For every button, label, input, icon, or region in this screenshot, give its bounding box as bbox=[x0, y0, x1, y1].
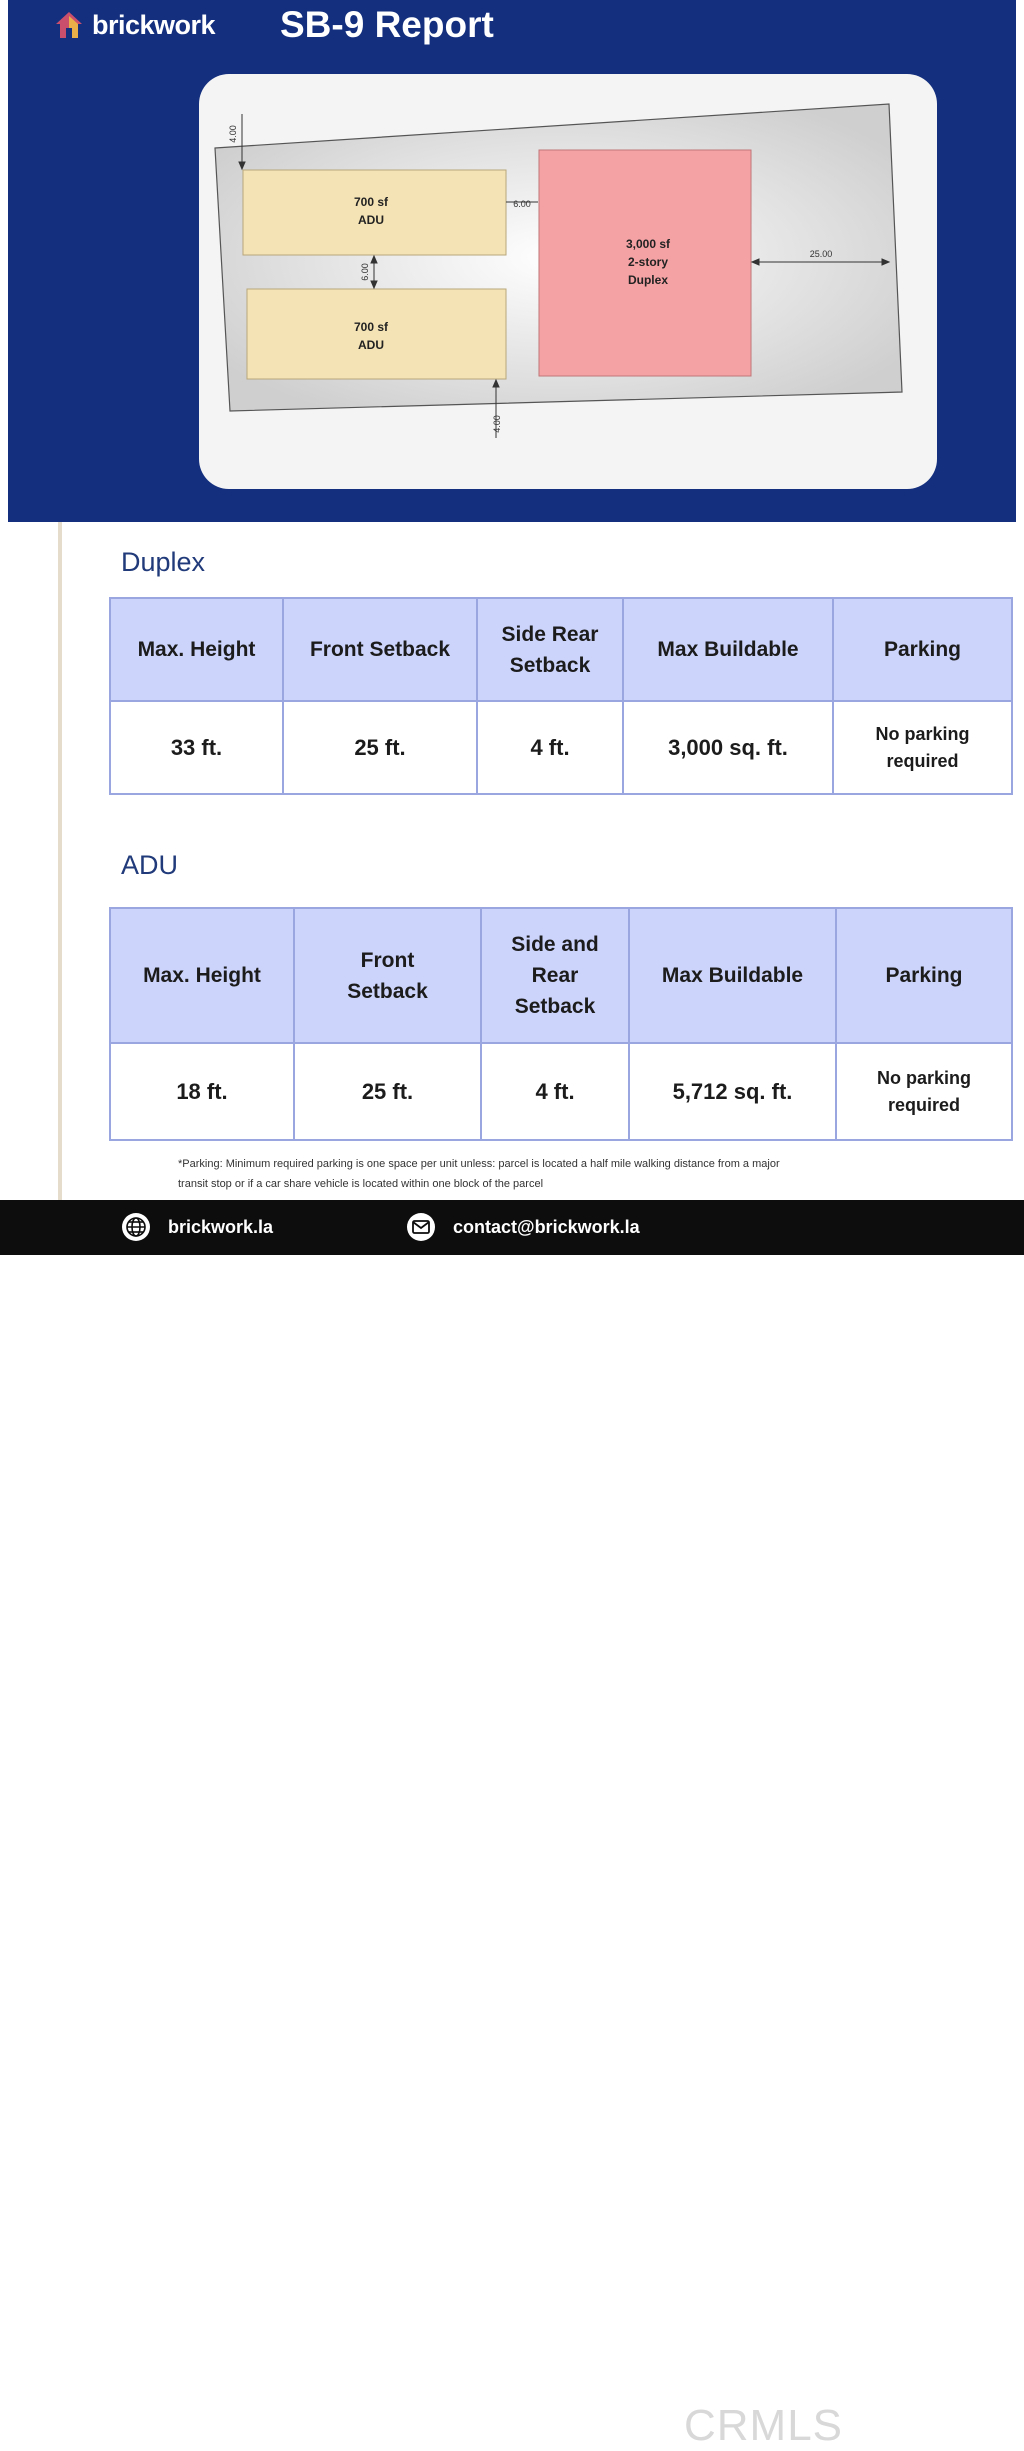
adu-gap-label: 6.00 bbox=[360, 263, 370, 281]
col-side-rear-setback: Side and Rear Setback bbox=[481, 908, 629, 1043]
adu-1-label: ADU bbox=[358, 213, 384, 227]
col-max-buildable: Max Buildable bbox=[623, 598, 833, 701]
globe-icon bbox=[122, 1213, 150, 1241]
website-text: brickwork.la bbox=[168, 1216, 274, 1237]
duplex-heading: Duplex bbox=[121, 547, 206, 577]
table-row bbox=[110, 1043, 1012, 1140]
table-header-row bbox=[110, 908, 1012, 1043]
page-footer bbox=[0, 1200, 1024, 2450]
email-text: contact@brickwork.la bbox=[453, 1216, 640, 1237]
duplex-stories: 2-story bbox=[627, 255, 669, 269]
email-link[interactable] bbox=[407, 1213, 640, 1241]
duplex-spec-table bbox=[109, 597, 1013, 795]
crmls-watermark: CRMLS bbox=[684, 2401, 844, 2450]
col-parking: Parking bbox=[833, 598, 1012, 701]
col-parking: Parking bbox=[836, 908, 1012, 1043]
front-setback-value: 25 ft. bbox=[294, 1043, 481, 1140]
top-setback-label: 4.00 bbox=[228, 125, 238, 143]
page-title: SB-9 Report bbox=[280, 4, 494, 45]
duplex-label: Duplex bbox=[627, 273, 669, 287]
report-header bbox=[8, 0, 1016, 522]
footnote-line-1: *Parking: Minimum required parking is one space per unit unless: parcel is located a half mile walking distance from a major bbox=[178, 1158, 780, 1170]
side-rear-setback-value: 4 ft. bbox=[481, 1043, 629, 1140]
side-rear-setback-value: 4 ft. bbox=[477, 701, 623, 794]
table-header-row bbox=[110, 598, 1012, 701]
brand-logo[interactable] bbox=[54, 8, 215, 42]
col-max-height: Max. Height bbox=[110, 598, 283, 701]
footnote-line-2: transit stop or if a car share vehicle is located within one block of the parcel bbox=[178, 1178, 544, 1190]
front-setback-value: 25 ft. bbox=[283, 701, 477, 794]
col-max-height: Max. Height bbox=[110, 908, 294, 1043]
adu-2-area: 700 sf bbox=[353, 320, 389, 334]
adu-unit-1 bbox=[243, 170, 506, 255]
envelope-icon bbox=[407, 1213, 435, 1241]
brand-name: brickwork bbox=[92, 9, 216, 40]
adu-unit-2 bbox=[247, 289, 506, 379]
col-front-setback: Front Setback bbox=[294, 908, 481, 1043]
parking-value: No parking required bbox=[836, 1043, 1012, 1140]
table-row bbox=[110, 701, 1012, 794]
max-height-value: 33 ft. bbox=[110, 701, 283, 794]
page-margin-rule bbox=[58, 522, 62, 1200]
website-link[interactable] bbox=[122, 1213, 273, 1241]
site-plan-diagram bbox=[199, 74, 937, 489]
duplex-edge-label: 25.00 bbox=[809, 249, 833, 259]
adu-duplex-gap-label: 6.00 bbox=[513, 199, 531, 209]
duplex-area: 3,000 sf bbox=[625, 237, 671, 251]
parking-value: No parking required bbox=[833, 701, 1012, 794]
max-buildable-value: 3,000 sq. ft. bbox=[623, 701, 833, 794]
max-buildable-value: 5,712 sq. ft. bbox=[629, 1043, 836, 1140]
col-side-rear-setback: Side Rear Setback bbox=[477, 598, 623, 701]
col-front-setback: Front Setback bbox=[283, 598, 477, 701]
adu-heading: ADU bbox=[121, 850, 179, 880]
col-max-buildable: Max Buildable bbox=[629, 908, 836, 1043]
adu-1-area: 700 sf bbox=[353, 195, 389, 209]
parking-footnote bbox=[178, 1154, 978, 1194]
house-icon bbox=[54, 10, 84, 40]
adu-spec-table bbox=[109, 907, 1013, 1141]
bottom-setback-label: 4.00 bbox=[492, 415, 502, 433]
adu-2-label: ADU bbox=[358, 338, 384, 352]
max-height-value: 18 ft. bbox=[110, 1043, 294, 1140]
duplex-unit bbox=[539, 150, 751, 376]
